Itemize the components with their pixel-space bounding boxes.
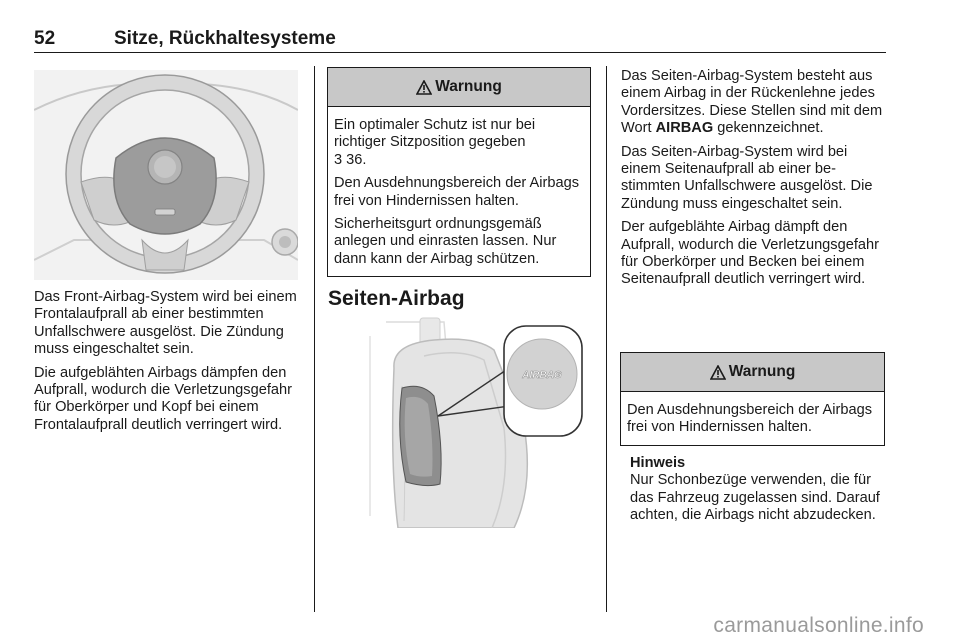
section-title-seiten-airbag: Seiten-Airbag: [328, 287, 465, 310]
watermark: carmanualsonline.info: [713, 614, 924, 637]
airbag-keyword: AIRBAG: [655, 120, 714, 137]
warning-triangle-icon: [710, 365, 726, 380]
column-divider-right: [606, 66, 607, 612]
warning-box-seat-position: [327, 67, 591, 277]
airbag-label: AIRBAG: [522, 370, 562, 381]
warning-header: [621, 353, 884, 392]
steering-wheel-illustration: [34, 70, 298, 280]
chapter-title: Sitze, Rückhaltesysteme: [114, 28, 336, 49]
warning-triangle-icon: [416, 80, 432, 95]
hinweis-title: Hinweis: [630, 455, 686, 471]
warning-title: Warnung: [728, 363, 796, 380]
warning-header: [328, 68, 590, 107]
warning-text-2: Den Ausdehnungsbereich der Airbags frei von Hindernissen halten.: [334, 175, 580, 209]
left-column-text: [34, 289, 300, 440]
hinweis-block: [630, 455, 886, 525]
front-airbag-paragraph-2: Die aufgeblähten Airbags dämpfen den Aufprall, wodurch die Verletzungsgefahr für Oberkörper und Kopf bei einem Frontalaufprall deutlich verringert wird.: [34, 364, 292, 433]
front-airbag-paragraph-1: Das Front-Airbag-System wird bei einem Frontalaufprall ab einer bestimmten Unfallschwere ausgelöst. Die Zündung muss eingeschaltet sein.: [34, 289, 297, 358]
hinweis-text: Nur Schonbezüge verwenden, die für das Fahrzeug zugelassen sind. Darauf achten, die Airbags nicht abzudecken.: [630, 472, 880, 524]
warning-text-1: Den Ausdehnungsbereich der Airbags frei von Hindernissen halten.: [627, 402, 873, 436]
hinweis-note: [630, 455, 886, 531]
page-header: [34, 26, 886, 53]
warning-body: [328, 107, 590, 276]
side-airbag-paragraph-2: Das Seiten-Airbag-System wird bei einem Seitenaufprall ab einer bestimmten Unfallschwere ausgelöst. Die Zündung muss eingeschaltet sein.: [621, 143, 873, 212]
page-number: 52: [34, 28, 56, 49]
warning-text-1: Ein optimaler Schutz ist nur bei richtiger Sitzposition gegeben 3 36.: [334, 117, 536, 168]
warning-text-3: Sicherheitsgurt ordnungsgemäß anlegen und einrasten lassen. Nur dann kann der Airbag schützen.: [334, 216, 557, 267]
warning-box-expansion-area: [620, 352, 885, 446]
warning-title: Warnung: [435, 78, 502, 95]
side-airbag-paragraph-1: Das Seiten-Airbag-System besteht aus einem Airbag in der Rückenlehne jedes Vordersitzes. Diese Stellen sind mit dem Wort AIRBAG gekennzeichnet.: [621, 68, 883, 137]
side-airbag-seat-illustration: [364, 316, 592, 528]
column-divider-left: [314, 66, 315, 612]
page-reference: 3 36.: [334, 151, 367, 168]
right-column-text: [621, 68, 887, 295]
warning-body: [621, 392, 884, 445]
side-airbag-paragraph-3: Der aufgeblähte Airbag dämpft den Aufprall, wodurch die Verletzungsgefahr für Oberkörper und Becken bei einem Seitenaufprall deutlich verringert wird.: [621, 219, 879, 288]
